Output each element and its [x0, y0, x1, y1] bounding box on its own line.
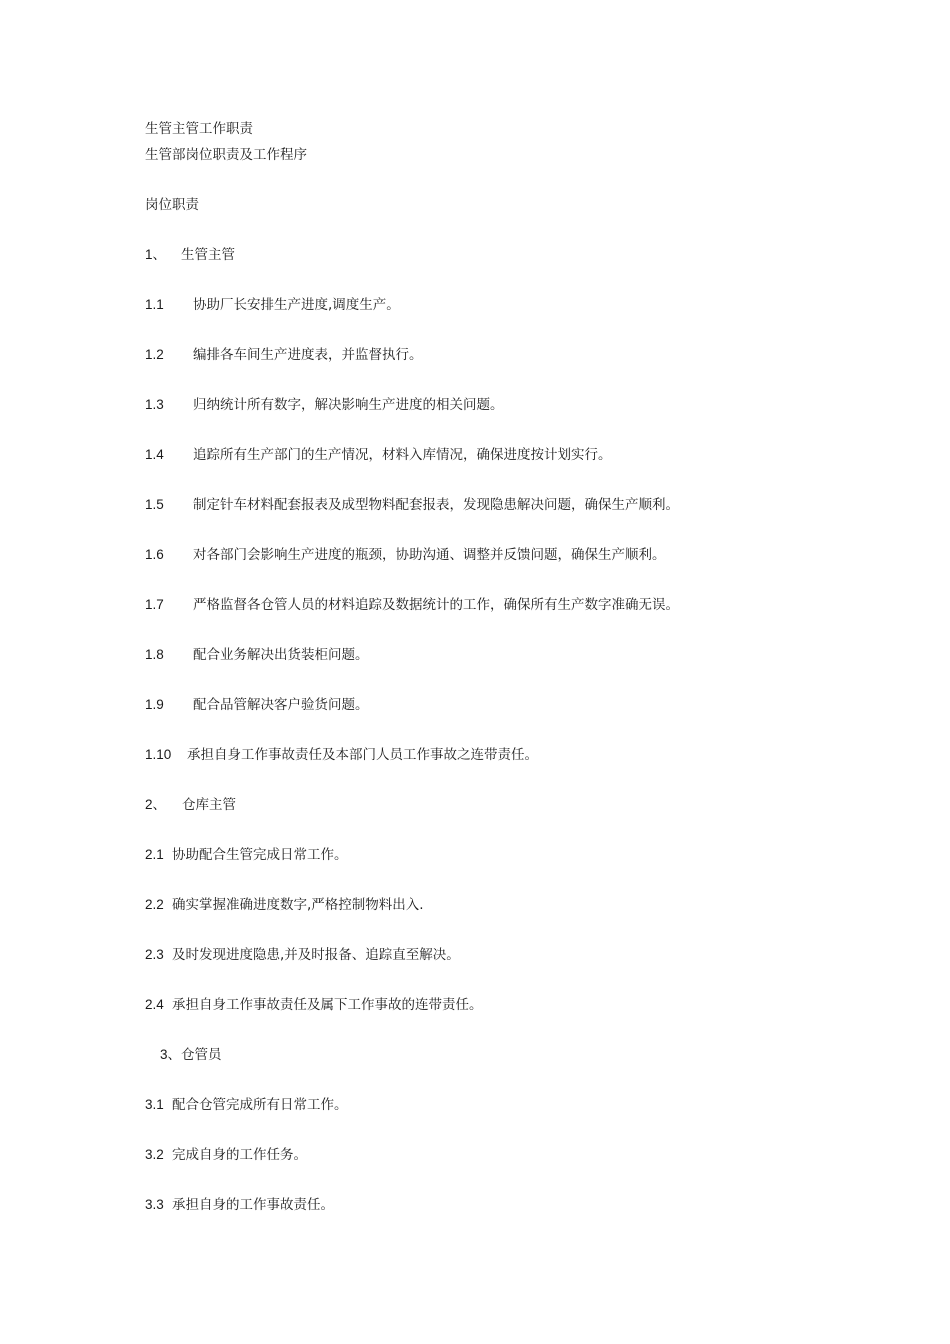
item-number: 2.1: [145, 847, 164, 862]
item-number: 2.3: [145, 947, 164, 962]
item-number: 1.9: [145, 697, 164, 712]
section-2-heading: [145, 796, 236, 814]
list-item: [145, 846, 348, 864]
item-text: 承担自身工作事故责任及本部门人员工作事故之连带责任。: [187, 747, 538, 763]
item-number: 2.4: [145, 997, 164, 1012]
list-item: [145, 296, 400, 314]
item-text: 追踪所有生产部门的生产情况，材料入库情况，确保进度按计划实行。: [193, 447, 612, 463]
section-number: 3、: [160, 1047, 182, 1062]
list-item: [145, 1196, 334, 1214]
list-item: [145, 546, 666, 564]
item-number: 1.2: [145, 347, 164, 362]
list-item: [145, 646, 369, 664]
item-text: 配合业务解决出货装柜问题。: [193, 647, 369, 663]
section-3-heading: [160, 1046, 222, 1064]
item-number: 1.6: [145, 547, 164, 562]
item-text: 完成自身的工作任务。: [172, 1147, 307, 1163]
item-number: 1.5: [145, 497, 164, 512]
item-text: 协助厂长安排生产进度,调度生产。: [193, 297, 400, 313]
item-text: 及时发现进度隐患,并及时报备、追踪直至解决。: [172, 947, 460, 963]
list-item: [145, 896, 424, 914]
item-number: 1.10: [145, 747, 172, 762]
item-number: 1.3: [145, 397, 164, 412]
list-item: [145, 596, 679, 614]
item-number: 1.1: [145, 297, 164, 312]
item-number: 2.2: [145, 897, 164, 912]
item-text: 制定针车材料配套报表及成型物料配套报表，发现隐患解决问题，确保生产顺利。: [193, 497, 679, 513]
list-item: [145, 496, 679, 514]
item-text: 编排各车间生产进度表，并监督执行。: [193, 347, 423, 363]
item-number: 3.3: [145, 1197, 164, 1212]
item-text: 承担自身的工作事故责任。: [172, 1197, 334, 1213]
section-name: 生管主管: [181, 247, 235, 263]
list-item: [145, 1146, 307, 1164]
item-text: 确实掌握准确进度数字,严格控制物料出入.: [172, 897, 424, 913]
document-subtitle: 生管部岗位职责及工作程序: [145, 147, 307, 163]
section-number: 2、: [145, 797, 167, 812]
list-item: [145, 946, 460, 964]
item-text: 配合品管解决客户验货问题。: [193, 697, 369, 713]
item-text: 对各部门会影响生产进度的瓶颈，协助沟通、调整并反馈问题，确保生产顺利。: [193, 547, 666, 563]
list-item: [145, 696, 369, 714]
item-text: 归纳统计所有数字，解决影响生产进度的相关问题。: [193, 397, 504, 413]
document-title: 生管主管工作职责: [145, 121, 253, 137]
item-number: 1.4: [145, 447, 164, 462]
item-number: 1.8: [145, 647, 164, 662]
item-text: 协助配合生管完成日常工作。: [172, 847, 348, 863]
list-item: [145, 996, 483, 1014]
section-name: 仓管员: [181, 1047, 222, 1063]
list-item: [145, 746, 538, 764]
list-item: [145, 446, 612, 464]
section-heading: 岗位职责: [145, 197, 199, 213]
list-item: [145, 1096, 348, 1114]
section-name: 仓库主管: [182, 797, 236, 813]
item-text: 严格监督各仓管人员的材料追踪及数据统计的工作，确保所有生产数字准确无误。: [193, 597, 679, 613]
section-1-heading: [145, 246, 235, 264]
list-item: [145, 396, 504, 414]
item-number: 3.1: [145, 1097, 164, 1112]
item-text: 配合仓管完成所有日常工作。: [172, 1097, 348, 1113]
section-number: 1、: [145, 247, 167, 262]
item-number: 1.7: [145, 597, 164, 612]
item-number: 3.2: [145, 1147, 164, 1162]
item-text: 承担自身工作事故责任及属下工作事故的连带责任。: [172, 997, 483, 1013]
list-item: [145, 346, 423, 364]
